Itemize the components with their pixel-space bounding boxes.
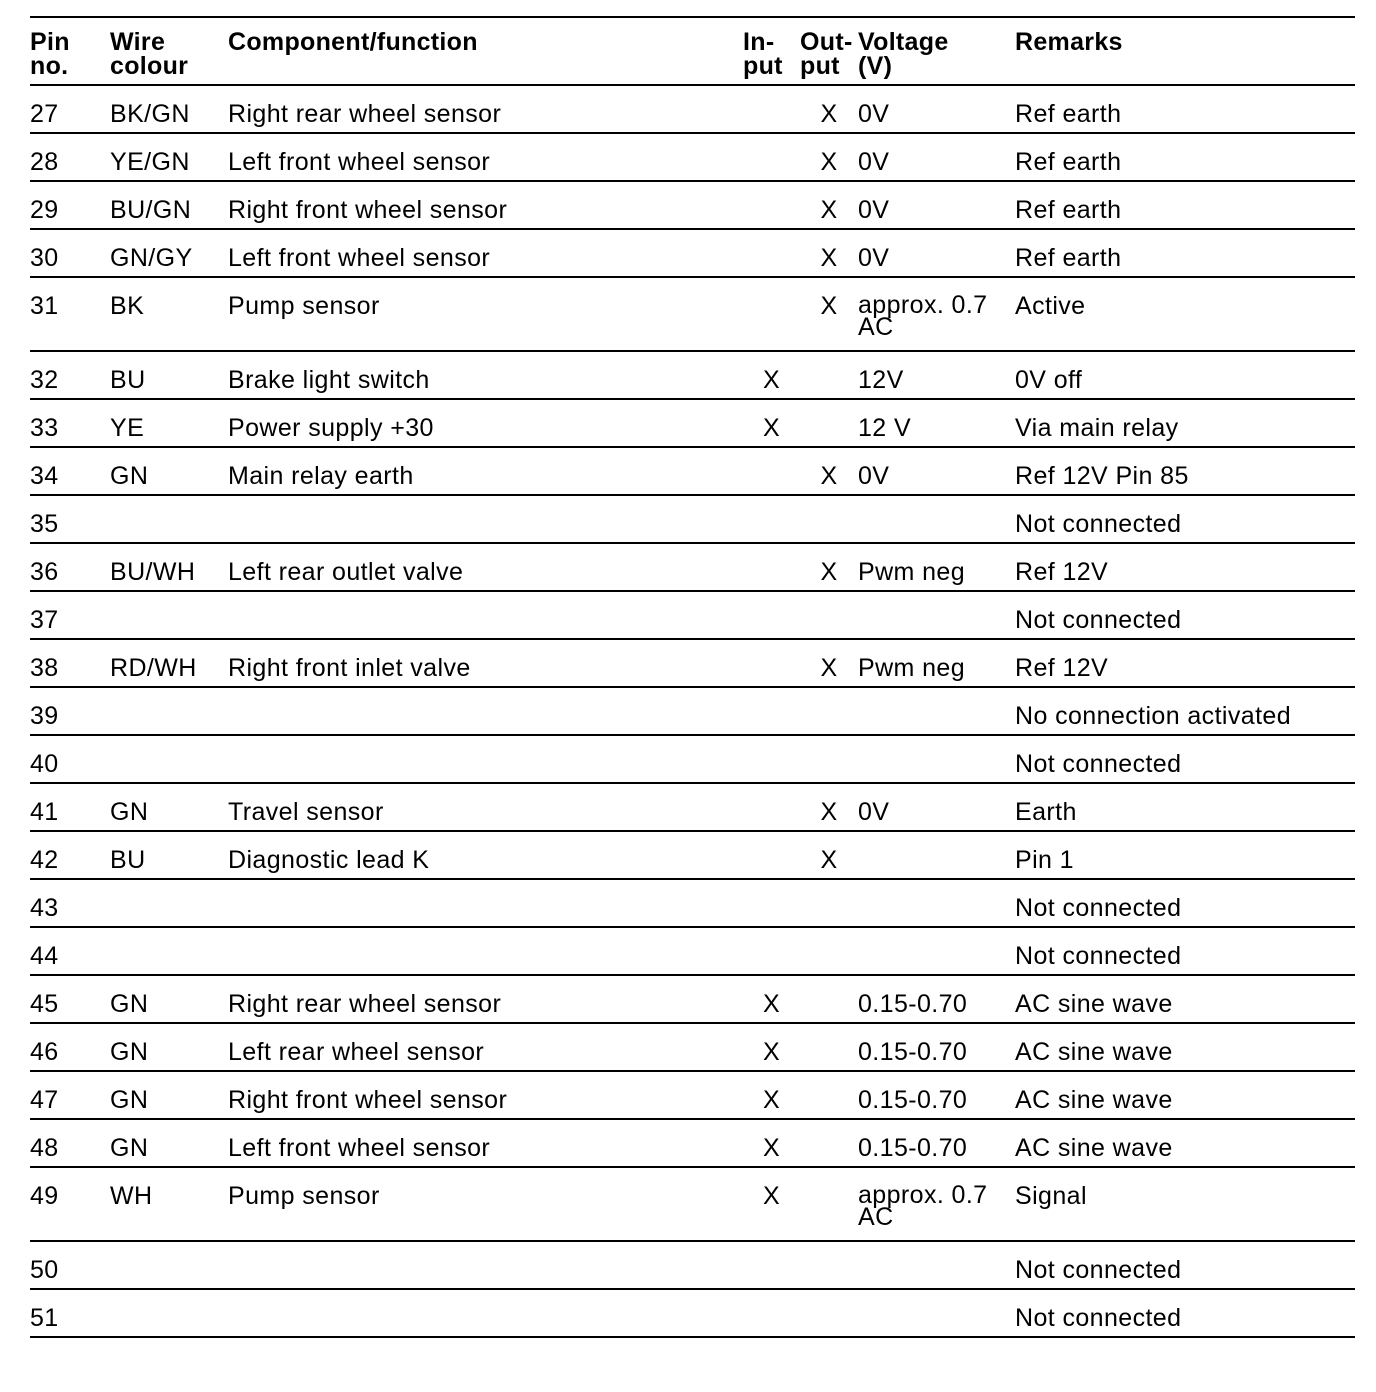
pin-cell: 42 [30, 846, 59, 874]
header-input-line1: In- [743, 28, 775, 56]
component-cell [228, 687, 743, 735]
component-cell: Pump sensor [228, 1182, 380, 1210]
wire-colour-cell [110, 495, 228, 543]
component-cell [228, 1241, 743, 1289]
remarks-cell: AC sine wave [1015, 1086, 1173, 1114]
table-row [30, 277, 1355, 351]
wire-colour-cell: GN [110, 1134, 149, 1162]
remarks-cell: Via main relay [1015, 414, 1179, 442]
header-output [800, 17, 858, 85]
component-cell: Travel sensor [228, 798, 384, 826]
pin-cell: 35 [30, 510, 59, 538]
header-voltage [858, 17, 1015, 85]
output-mark-cell: X [820, 558, 838, 586]
header-output-line2: put [800, 52, 840, 80]
input-mark-cell: X [762, 1086, 781, 1114]
output-mark-cell [800, 399, 858, 447]
input-mark-cell [743, 639, 800, 687]
pin-cell: 28 [30, 148, 59, 176]
voltage-cell [858, 735, 1015, 783]
remarks-cell: Ref earth [1015, 244, 1122, 272]
component-cell: Left front wheel sensor [228, 1134, 491, 1162]
header-pin [30, 17, 110, 85]
component-cell [228, 1289, 743, 1337]
wire-colour-cell [110, 687, 228, 735]
input-mark-cell [743, 687, 800, 735]
input-mark-cell [743, 879, 800, 927]
remarks-cell: AC sine wave [1015, 1134, 1173, 1162]
input-mark-cell: X [762, 990, 781, 1018]
wire-colour-cell [110, 1241, 228, 1289]
remarks-cell: Not connected [1015, 1256, 1182, 1284]
pin-cell: 44 [30, 942, 59, 970]
component-cell: Right front inlet valve [228, 654, 471, 682]
pin-cell: 29 [30, 196, 59, 224]
wire-colour-cell [110, 879, 228, 927]
input-mark-cell [743, 735, 800, 783]
output-mark-cell: X [820, 148, 838, 176]
input-mark-cell [743, 495, 800, 543]
header-remarks: Remarks [1015, 28, 1123, 56]
voltage-cell [858, 1289, 1015, 1337]
wire-colour-cell [110, 1289, 228, 1337]
wire-colour-cell: GN/GY [110, 244, 193, 272]
wire-colour-cell: GN [110, 990, 149, 1018]
table-header [30, 17, 1355, 85]
output-mark-cell [800, 687, 858, 735]
remarks-cell: Not connected [1015, 606, 1182, 634]
pin-cell: 40 [30, 750, 59, 778]
table-row [30, 927, 1355, 975]
output-mark-cell [800, 1167, 858, 1241]
voltage-cell: 0V [858, 100, 890, 128]
header-row [30, 17, 1355, 85]
wire-colour-cell: BU/WH [110, 558, 196, 586]
pin-cell: 41 [30, 798, 59, 826]
input-mark-cell [743, 85, 800, 133]
input-mark-cell: X [762, 1182, 781, 1210]
remarks-cell: AC sine wave [1015, 990, 1173, 1018]
pin-assignment-table [30, 16, 1355, 1338]
pin-cell: 34 [30, 462, 59, 490]
voltage-cell: 0V [858, 462, 890, 490]
pin-cell: 50 [30, 1256, 59, 1284]
table-row [30, 1071, 1355, 1119]
wire-colour-cell: BK/GN [110, 100, 190, 128]
input-mark-cell [743, 1241, 800, 1289]
wire-colour-cell: WH [110, 1182, 153, 1210]
input-mark-cell [743, 133, 800, 181]
voltage-cell: 0V [858, 148, 890, 176]
header-wire-colour [110, 17, 228, 85]
component-cell: Main relay earth [228, 462, 414, 490]
remarks-cell: Not connected [1015, 510, 1182, 538]
output-mark-cell: X [820, 244, 838, 272]
table-row [30, 639, 1355, 687]
output-mark-cell [800, 591, 858, 639]
wire-colour-cell [110, 735, 228, 783]
remarks-cell: Active [1015, 292, 1086, 320]
component-cell [228, 495, 743, 543]
output-mark-cell [800, 1119, 858, 1167]
header-pin-line1: Pin [30, 28, 70, 56]
remarks-cell: Ref 12V Pin 85 [1015, 462, 1189, 490]
voltage-cell [858, 831, 1015, 879]
component-cell: Left rear outlet valve [228, 558, 464, 586]
component-cell: Pump sensor [228, 292, 380, 320]
component-cell: Left front wheel sensor [228, 148, 491, 176]
wire-colour-cell: GN [110, 462, 149, 490]
remarks-cell: Earth [1015, 798, 1077, 826]
table-row [30, 1119, 1355, 1167]
pin-cell: 36 [30, 558, 59, 586]
header-output-line1: Out- [800, 28, 853, 56]
pin-cell: 49 [30, 1182, 59, 1210]
output-mark-cell [800, 735, 858, 783]
input-mark-cell: X [762, 1038, 781, 1066]
table-row [30, 1289, 1355, 1337]
table-body [30, 85, 1355, 1337]
input-mark-cell [743, 447, 800, 495]
header-wire-line2: colour [110, 52, 189, 80]
table-row [30, 975, 1355, 1023]
wire-colour-cell: BK [110, 292, 145, 320]
output-mark-cell [800, 927, 858, 975]
table-row [30, 85, 1355, 133]
pin-assignment-sheet [30, 16, 1355, 1338]
input-mark-cell [743, 181, 800, 229]
voltage-cell: 0V [858, 196, 890, 224]
input-mark-cell: X [762, 1134, 781, 1162]
pin-cell: 37 [30, 606, 59, 634]
remarks-cell: Not connected [1015, 1304, 1182, 1332]
input-mark-cell [743, 831, 800, 879]
component-cell: Right front wheel sensor [228, 1086, 508, 1114]
output-mark-cell: X [820, 846, 838, 874]
voltage-cell: 12 V [858, 414, 912, 442]
remarks-cell: Pin 1 [1015, 846, 1074, 874]
input-mark-cell [743, 277, 800, 351]
output-mark-cell: X [820, 196, 838, 224]
voltage-cell [858, 687, 1015, 735]
component-cell: Left front wheel sensor [228, 244, 491, 272]
voltage-cell: approx. 0.7 AC [858, 291, 988, 341]
table-row [30, 447, 1355, 495]
table-row [30, 1241, 1355, 1289]
voltage-cell [858, 1241, 1015, 1289]
table-row [30, 735, 1355, 783]
remarks-cell: Ref 12V [1015, 558, 1109, 586]
pin-cell: 46 [30, 1038, 59, 1066]
input-mark-cell [743, 543, 800, 591]
output-mark-cell: X [820, 654, 838, 682]
output-mark-cell [800, 495, 858, 543]
component-cell: Left rear wheel sensor [228, 1038, 485, 1066]
output-mark-cell [800, 1241, 858, 1289]
output-mark-cell [800, 879, 858, 927]
voltage-cell: approx. 0.7 AC [858, 1181, 988, 1231]
voltage-cell [858, 879, 1015, 927]
table-row [30, 495, 1355, 543]
header-input [743, 17, 800, 85]
table-row [30, 1167, 1355, 1241]
pin-cell: 38 [30, 654, 59, 682]
table-row [30, 133, 1355, 181]
table-row [30, 399, 1355, 447]
pin-cell: 47 [30, 1086, 59, 1114]
wire-colour-cell [110, 591, 228, 639]
input-mark-cell [743, 1289, 800, 1337]
pin-cell: 32 [30, 366, 59, 394]
wire-colour-cell: RD/WH [110, 654, 197, 682]
voltage-cell: 0V [858, 244, 890, 272]
voltage-cell: 12V [858, 366, 904, 394]
output-mark-cell: X [820, 462, 838, 490]
component-cell [228, 927, 743, 975]
output-mark-cell: X [820, 292, 838, 320]
output-mark-cell [800, 1023, 858, 1071]
voltage-cell: 0.15-0.70 [858, 990, 968, 1018]
component-cell: Right rear wheel sensor [228, 100, 502, 128]
input-mark-cell: X [762, 366, 781, 394]
table-row [30, 783, 1355, 831]
voltage-cell: Pwm neg [858, 558, 966, 586]
table-row [30, 591, 1355, 639]
component-cell [228, 735, 743, 783]
table-row [30, 543, 1355, 591]
remarks-cell: Not connected [1015, 942, 1182, 970]
voltage-cell: 0V [858, 798, 890, 826]
table-row [30, 879, 1355, 927]
header-voltage-line2: (V) [858, 52, 893, 80]
wire-colour-cell: BU [110, 846, 146, 874]
remarks-cell: AC sine wave [1015, 1038, 1173, 1066]
voltage-cell: 0.15-0.70 [858, 1038, 968, 1066]
voltage-cell [858, 495, 1015, 543]
pin-cell: 51 [30, 1304, 59, 1332]
output-mark-cell [800, 975, 858, 1023]
table-row [30, 831, 1355, 879]
component-cell [228, 591, 743, 639]
remarks-cell: Not connected [1015, 894, 1182, 922]
voltage-cell: Pwm neg [858, 654, 966, 682]
input-mark-cell [743, 591, 800, 639]
voltage-cell [858, 591, 1015, 639]
component-cell: Power supply +30 [228, 414, 434, 442]
output-mark-cell: X [820, 100, 838, 128]
voltage-cell [858, 927, 1015, 975]
header-voltage-line1: Voltage [858, 28, 949, 56]
output-mark-cell [800, 1289, 858, 1337]
wire-colour-cell: YE/GN [110, 148, 190, 176]
table-row [30, 229, 1355, 277]
remarks-cell: Ref earth [1015, 196, 1122, 224]
output-mark-cell [800, 351, 858, 399]
header-wire-line1: Wire [110, 28, 166, 56]
header-pin-line2: no. [30, 52, 69, 80]
wire-colour-cell: YE [110, 414, 145, 442]
remarks-cell: Ref earth [1015, 148, 1122, 176]
wire-colour-cell: GN [110, 798, 149, 826]
remarks-cell: Not connected [1015, 750, 1182, 778]
input-mark-cell: X [762, 414, 781, 442]
remarks-cell: Signal [1015, 1182, 1087, 1210]
wire-colour-cell [110, 927, 228, 975]
table-row [30, 351, 1355, 399]
component-cell: Right rear wheel sensor [228, 990, 502, 1018]
component-cell: Right front wheel sensor [228, 196, 508, 224]
input-mark-cell [743, 229, 800, 277]
pin-cell: 27 [30, 100, 59, 128]
wire-colour-cell: GN [110, 1086, 149, 1114]
remarks-cell: 0V off [1015, 366, 1083, 394]
header-input-line2: put [743, 52, 783, 80]
pin-cell: 43 [30, 894, 59, 922]
output-mark-cell: X [820, 798, 838, 826]
wire-colour-cell: BU/GN [110, 196, 192, 224]
header-component: Component/function [228, 28, 478, 56]
pin-cell: 48 [30, 1134, 59, 1162]
remarks-cell: No connection activated [1015, 702, 1292, 730]
voltage-cell: 0.15-0.70 [858, 1086, 968, 1114]
pin-cell: 39 [30, 702, 59, 730]
output-mark-cell [800, 1071, 858, 1119]
table-row [30, 687, 1355, 735]
remarks-cell: Ref 12V [1015, 654, 1109, 682]
pin-cell: 31 [30, 292, 59, 320]
pin-cell: 30 [30, 244, 59, 272]
table-row [30, 1023, 1355, 1071]
remarks-cell: Ref earth [1015, 100, 1122, 128]
table-row [30, 181, 1355, 229]
voltage-cell: 0.15-0.70 [858, 1134, 968, 1162]
pin-cell: 33 [30, 414, 59, 442]
wire-colour-cell: GN [110, 1038, 149, 1066]
component-cell [228, 879, 743, 927]
component-cell: Diagnostic lead K [228, 846, 430, 874]
pin-cell: 45 [30, 990, 59, 1018]
component-cell: Brake light switch [228, 366, 430, 394]
input-mark-cell [743, 927, 800, 975]
input-mark-cell [743, 783, 800, 831]
wire-colour-cell: BU [110, 366, 146, 394]
